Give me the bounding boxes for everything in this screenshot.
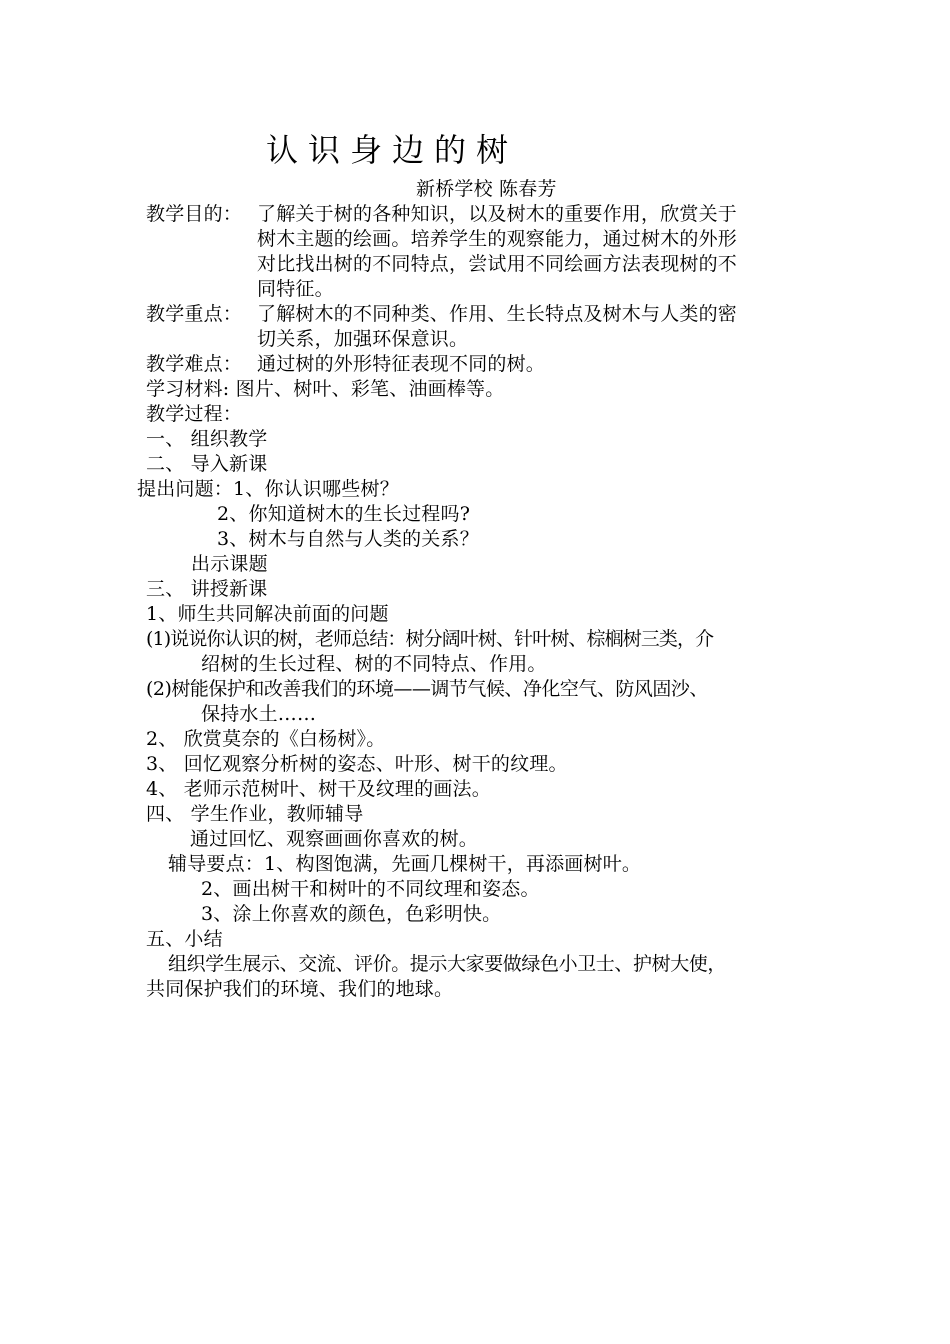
key-points-label: 教学重点： bbox=[146, 303, 243, 325]
objective-text-4: 同特征。 bbox=[257, 278, 334, 300]
sub-point-1-line-1: (1)说说你认识的树，老师总结：树分阔叶树、针叶树、棕榈树三类，介 bbox=[146, 628, 714, 650]
teaching-point-3: 3、 回忆观察分析树的姿态、叶形、树干的纹理。 bbox=[146, 753, 568, 775]
teaching-point-1: 1、师生共同解决前面的问题 bbox=[146, 603, 389, 625]
guidance-point-2: 2、画出树干和树叶的不同纹理和姿态。 bbox=[201, 878, 540, 900]
objective-text-2: 树木主题的绘画。培养学生的观察能力，通过树木的外形 bbox=[257, 228, 738, 250]
document-title: 认识身边的树 bbox=[266, 131, 519, 169]
step-1-heading: 一、 组织教学 bbox=[146, 428, 268, 450]
teaching-point-4: 4、 老师示范树叶、树干及纹理的画法。 bbox=[146, 778, 491, 800]
process-heading: 教学过程： bbox=[146, 403, 243, 425]
guidance-point-3: 3、涂上你喜欢的颜色，色彩明快。 bbox=[201, 903, 502, 925]
difficulty-text: 通过树的外形特征表现不同的树。 bbox=[257, 353, 546, 375]
objective-line-1 bbox=[146, 202, 737, 227]
guidance-point-1: 辅导要点：1、构图饱满，先画几棵树干，再添画树叶。 bbox=[168, 853, 642, 875]
sub-point-2-line-1: (2)树能保护和改善我们的环境——调节气候、净化空气、防风固沙、 bbox=[146, 678, 708, 700]
summary-line-1: 组织学生展示、交流、评价。提示大家要做绿色小卫士、护树大使， bbox=[168, 953, 727, 975]
teaching-point-2: 2、 欣赏莫奈的《白杨树》。 bbox=[146, 728, 386, 750]
materials-label: 学习材料: bbox=[146, 378, 230, 400]
byline: 新桥学校 陈春芳 bbox=[416, 178, 557, 200]
key-points-text-1: 了解树木的不同种类、作用、生长特点及树木与人类的密 bbox=[257, 303, 738, 325]
difficulty-label: 教学难点： bbox=[146, 353, 243, 375]
question-2: 2、你知道树木的生长过程吗? bbox=[217, 503, 471, 525]
key-points-line-1 bbox=[146, 302, 737, 327]
materials-text: 图片、树叶、彩笔、油画棒等。 bbox=[229, 378, 505, 400]
objective-text-3: 对比找出树的不同特点，尝试用不同绘画方法表现树的不 bbox=[257, 253, 738, 275]
show-topic: 出示课题 bbox=[191, 553, 268, 575]
question-3: 3、树木与自然与人类的关系？ bbox=[217, 528, 479, 550]
materials-line bbox=[146, 377, 504, 402]
difficulty-line bbox=[146, 352, 545, 377]
objective-label: 教学目的： bbox=[146, 203, 243, 225]
question-1: 提出问题：1、你认识哪些树？ bbox=[137, 478, 399, 500]
sub-point-2-line-2: 保持水土…… bbox=[201, 703, 317, 725]
step-4-heading: 四、 学生作业，教师辅导 bbox=[146, 803, 364, 825]
key-points-text-2: 切关系，加强环保意识。 bbox=[257, 328, 469, 350]
step-2-heading: 二、 导入新课 bbox=[146, 453, 268, 475]
objective-text-1: 了解关于树的各种知识，以及树木的重要作用，欣赏关于 bbox=[257, 203, 738, 225]
step-3-heading: 三、 讲授新课 bbox=[146, 578, 268, 600]
summary-line-2: 共同保护我们的环境、我们的地球。 bbox=[146, 978, 454, 1000]
step-5-heading: 五、小结 bbox=[146, 928, 223, 950]
assignment-text: 通过回忆、观察画画你喜欢的树。 bbox=[190, 828, 479, 850]
sub-point-1-line-2: 绍树的生长过程、树的不同特点、作用。 bbox=[201, 653, 547, 675]
